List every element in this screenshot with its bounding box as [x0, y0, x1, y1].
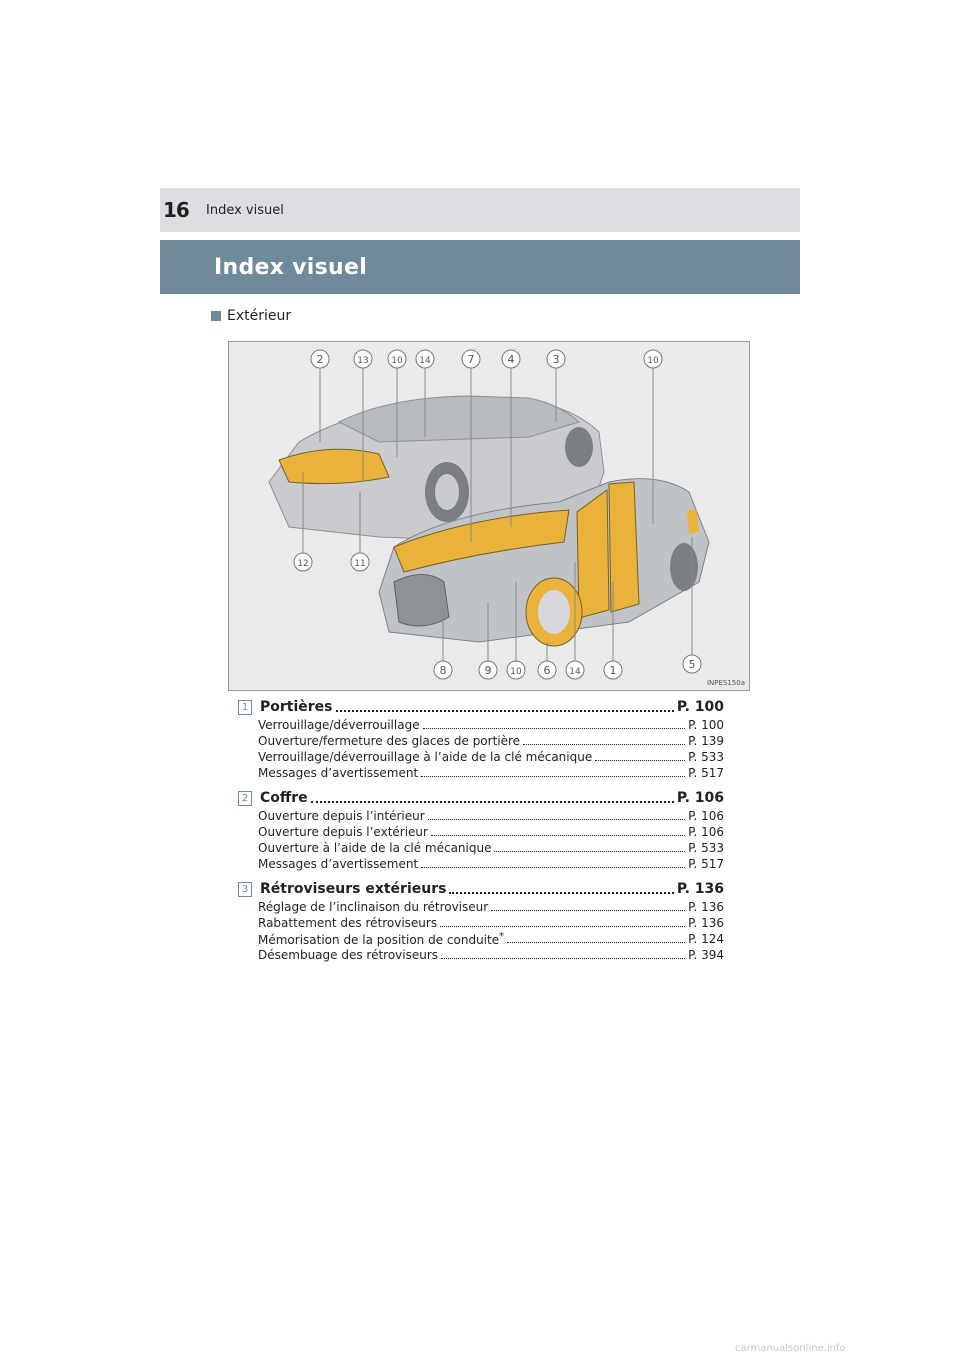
entry-main-line[interactable] [238, 879, 724, 899]
entry-page-ref[interactable]: P. 106 [676, 790, 724, 806]
footer-watermark: carmanualsonline.info [735, 1343, 846, 1354]
callout-bottom-4: 6 [543, 664, 551, 677]
sub-entry-label: Messages d’avertissement [258, 766, 419, 780]
running-title: Index visuel [206, 202, 284, 218]
entry-number-badge: 3 [238, 882, 252, 897]
dot-leader [494, 851, 685, 852]
page-number: 16 [163, 198, 189, 222]
dot-leader [428, 819, 685, 820]
callout-bottom-5: 14 [569, 667, 581, 677]
sub-entry-label: Ouverture/fermeture des glaces de portière [258, 734, 521, 748]
sub-entry[interactable] [258, 899, 724, 915]
sub-entry[interactable] [258, 915, 724, 931]
sub-entry-page-ref[interactable]: P. 106 [688, 825, 724, 839]
callout-top-8: 10 [647, 356, 659, 366]
sub-entry-label [258, 931, 504, 947]
entry-title: Portières [260, 699, 333, 715]
sub-entry[interactable] [258, 717, 724, 733]
sub-entry-page-ref[interactable]: P. 533 [688, 750, 724, 764]
index-entry [238, 879, 724, 963]
sub-entry-label: Rabattement des rétroviseurs [258, 916, 438, 930]
figure-code: INPES150a [706, 679, 745, 687]
dot-leader [507, 942, 685, 943]
callout-bottom-3: 10 [510, 667, 522, 677]
sub-entry-label: Verrouillage/déverrouillage [258, 718, 420, 732]
index-entries [238, 697, 724, 970]
sub-entry-label: Ouverture depuis l’intérieur [258, 809, 425, 823]
sub-entry-page-ref[interactable]: P. 124 [688, 932, 724, 946]
index-entry [238, 788, 724, 872]
callout-top-6: 4 [507, 353, 515, 366]
car-diagram [229, 342, 749, 690]
dot-leader [311, 801, 674, 803]
entry-main-line[interactable] [238, 788, 724, 808]
callout-bottom-1: 8 [439, 664, 447, 677]
callout-left-1: 12 [297, 559, 309, 569]
section-heading [211, 308, 291, 324]
callout-left-2: 11 [354, 559, 366, 569]
callout-top-3: 10 [391, 356, 403, 366]
exterior-car-illustration [228, 341, 750, 691]
callout-top-4: 14 [419, 356, 431, 366]
entry-number-badge: 1 [238, 700, 252, 715]
dot-leader [491, 910, 685, 911]
page-title: Index visuel [214, 254, 368, 280]
sub-entry[interactable] [258, 808, 724, 824]
callout-bottom-6: 1 [609, 664, 617, 677]
callout-bottom-2: 9 [484, 664, 492, 677]
sub-entry[interactable] [258, 824, 724, 840]
sub-entry[interactable] [258, 733, 724, 749]
sub-entry-label: Messages d’avertissement [258, 857, 419, 871]
callout-top-1: 2 [316, 353, 324, 366]
sub-entry-page-ref[interactable]: P. 139 [688, 734, 724, 748]
dot-leader [441, 958, 685, 959]
dot-leader [421, 867, 685, 868]
entry-number-badge: 2 [238, 791, 252, 806]
section-heading-text: Extérieur [227, 308, 292, 324]
sub-entry[interactable] [258, 931, 724, 947]
dot-leader [440, 926, 685, 927]
sub-entry-label: Désembuage des rétroviseurs [258, 948, 439, 962]
sub-entry-label: Verrouillage/déverrouillage à l’aide de la clé mécanique [258, 750, 593, 764]
sub-entry-page-ref[interactable]: P. 106 [688, 809, 724, 823]
sub-entry-page-ref[interactable]: P. 136 [688, 916, 724, 930]
sub-entry-page-ref[interactable]: P. 136 [688, 900, 724, 914]
callout-top-5: 7 [467, 353, 475, 366]
footnote-asterisk: * [499, 931, 505, 942]
dot-leader [431, 835, 685, 836]
entry-page-ref[interactable]: P. 136 [676, 881, 724, 897]
sub-entry-page-ref[interactable]: P. 517 [688, 857, 724, 871]
callout-top-7: 3 [552, 353, 560, 366]
sub-entry-label: Ouverture à l’aide de la clé mécanique [258, 841, 492, 855]
dot-leader [595, 760, 685, 761]
dot-leader [336, 710, 674, 712]
chapter-band [160, 240, 800, 294]
callout-top-2: 13 [357, 356, 369, 366]
callout-bottom-7: 5 [688, 658, 696, 671]
sub-entry-page-ref[interactable]: P. 394 [688, 948, 724, 962]
sub-entry[interactable] [258, 749, 724, 765]
sub-entry-page-ref[interactable]: P. 517 [688, 766, 724, 780]
sub-entry-page-ref[interactable]: P. 533 [688, 841, 724, 855]
running-header [160, 188, 800, 232]
sub-entry[interactable] [258, 840, 724, 856]
sub-entry-page-ref[interactable]: P. 100 [688, 718, 724, 732]
index-entry [238, 697, 724, 781]
sub-entry[interactable] [258, 765, 724, 781]
dot-leader [423, 728, 686, 729]
entry-title: Coffre [260, 790, 308, 806]
sub-entry-label-text: Mémorisation de la position de conduite [258, 933, 500, 947]
dot-leader [449, 892, 673, 894]
sub-entry[interactable] [258, 856, 724, 872]
dot-leader [421, 776, 685, 777]
square-bullet-icon [211, 311, 221, 321]
sub-entry-label: Réglage de l’inclinaison du rétroviseur [258, 900, 489, 914]
entry-title: Rétroviseurs extérieurs [260, 881, 447, 897]
sub-entry-label: Ouverture depuis l’extérieur [258, 825, 428, 839]
entry-page-ref[interactable]: P. 100 [676, 699, 724, 715]
sub-entry[interactable] [258, 947, 724, 963]
entry-main-line[interactable] [238, 697, 724, 717]
dot-leader [523, 744, 685, 745]
